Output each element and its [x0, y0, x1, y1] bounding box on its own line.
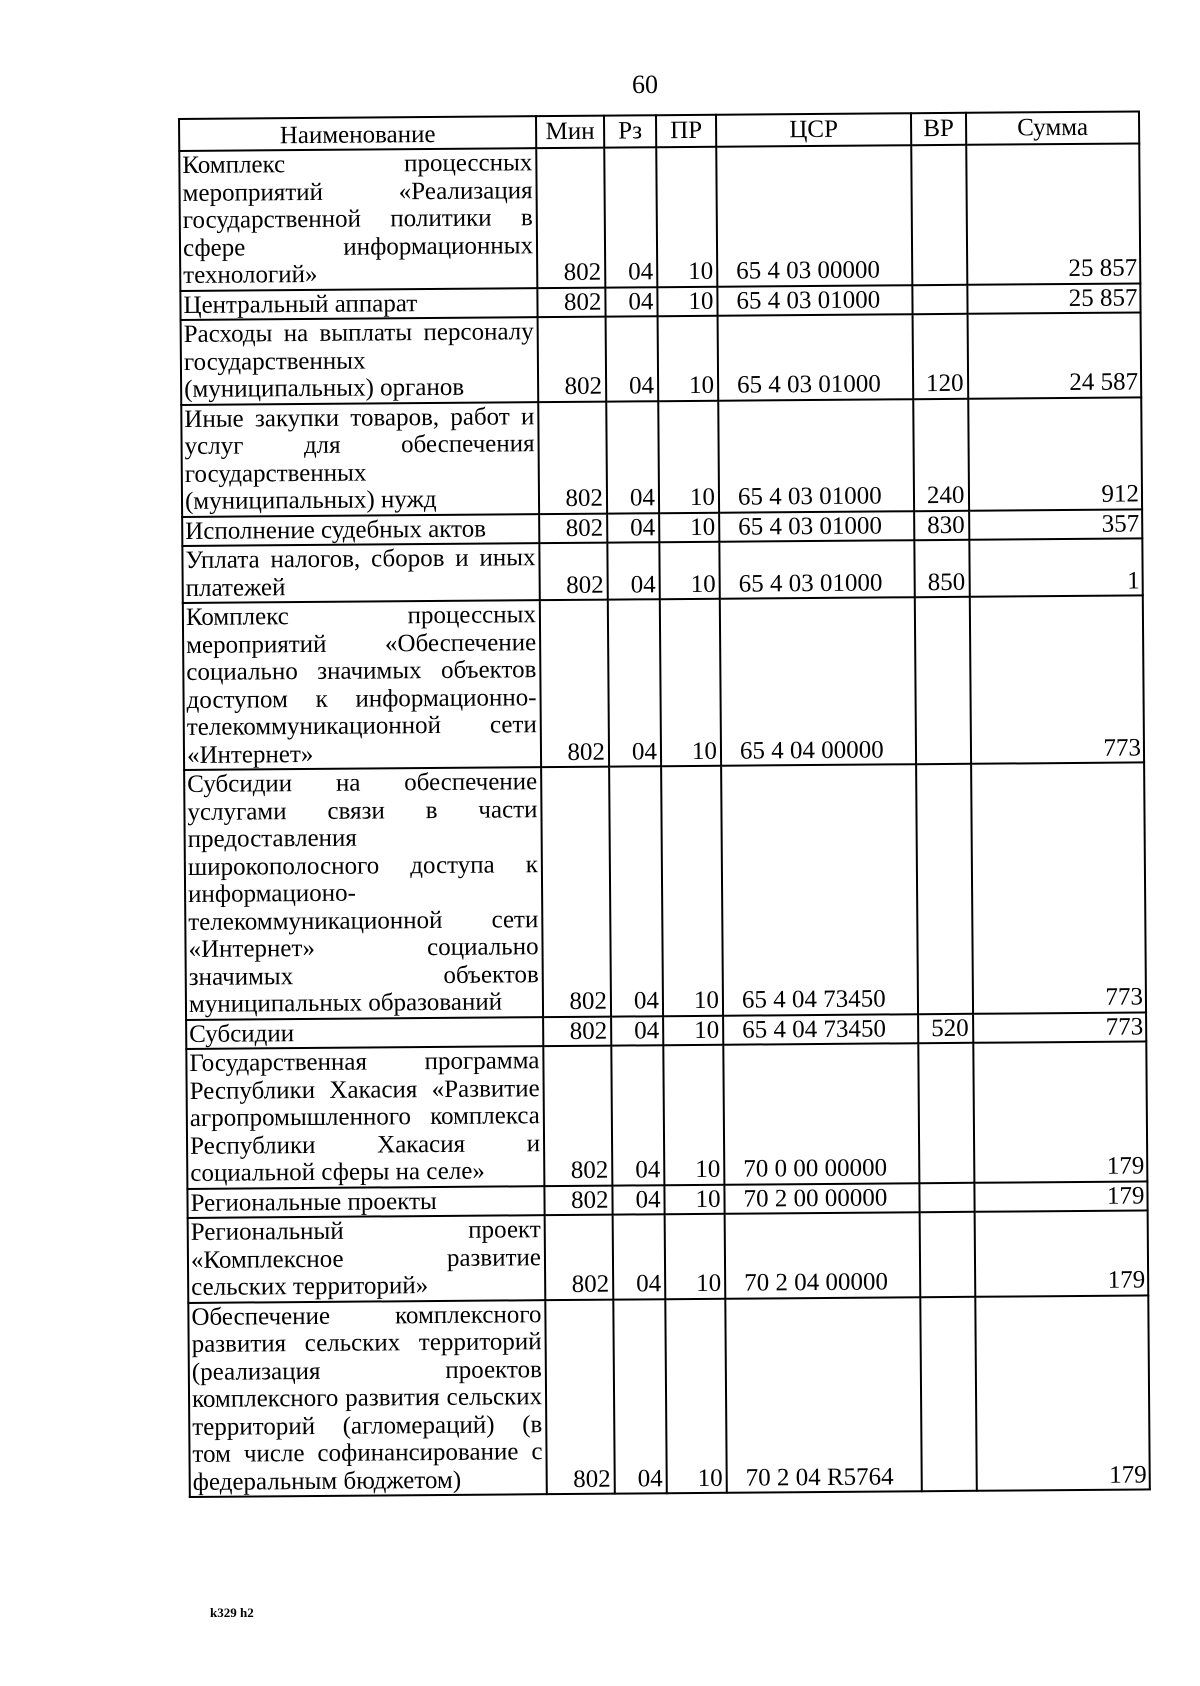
row-min: 802 — [543, 1016, 611, 1046]
row-sum: 773 — [971, 762, 1146, 1013]
row-vr — [916, 764, 973, 1014]
footer-code: k329 h2 — [210, 1605, 254, 1620]
row-rz: 04 — [607, 513, 659, 543]
row-name: Исполнение судебных актов — [182, 514, 539, 546]
row-vr — [919, 1182, 974, 1212]
row-pr: 10 — [656, 147, 717, 287]
row-sum: 179 — [975, 1295, 1150, 1491]
row-rz: 04 — [606, 316, 659, 401]
row-min: 802 — [545, 1299, 615, 1494]
header-name: Наименование — [179, 116, 536, 151]
row-min: 802 — [537, 287, 605, 317]
row-min: 802 — [538, 401, 607, 514]
row-vr — [920, 1212, 976, 1297]
row-vr: 120 — [913, 314, 969, 399]
table-body — [179, 143, 1150, 1496]
row-min: 802 — [536, 148, 605, 288]
row-min: 802 — [540, 600, 609, 768]
row-pr: 10 — [665, 1298, 727, 1493]
row-vr — [918, 1043, 974, 1183]
row-rz: 04 — [609, 766, 663, 1016]
row-csr: 65 4 03 01000 — [718, 314, 914, 400]
header-pr: ПР — [656, 115, 716, 147]
row-pr: 10 — [660, 599, 721, 766]
table-row — [179, 143, 1140, 290]
table-row — [181, 312, 1142, 404]
table-row — [188, 1295, 1149, 1497]
row-csr: 70 2 04 00000 — [725, 1212, 921, 1298]
table-row — [183, 595, 1144, 770]
row-csr: 65 4 04 00000 — [720, 597, 916, 766]
table-row — [188, 1210, 1149, 1302]
row-rz: 04 — [611, 1045, 664, 1185]
row-pr: 10 — [661, 766, 723, 1016]
row-name: Иные закупки товаров, работ и услуг для обеспечения государственных (муниципальных) нужд — [181, 402, 539, 517]
row-rz: 04 — [604, 147, 657, 287]
row-csr: 65 4 04 73450 — [723, 1014, 918, 1045]
row-sum: 179 — [975, 1210, 1149, 1296]
row-sum: 1 — [969, 538, 1142, 596]
row-rz: 04 — [612, 1185, 664, 1215]
row-rz: 04 — [611, 1016, 663, 1046]
header-sum: Сумма — [966, 111, 1139, 144]
table-row — [182, 538, 1142, 603]
row-pr: 10 — [658, 400, 719, 512]
row-csr: 70 0 00 00000 — [723, 1043, 919, 1184]
row-sum: 25 857 — [967, 283, 1140, 314]
row-vr: 830 — [914, 510, 969, 540]
row-sum: 24 587 — [968, 312, 1142, 398]
row-vr: 240 — [913, 398, 969, 510]
row-name: Центральный аппарат — [180, 288, 537, 320]
row-vr — [920, 1296, 977, 1491]
row-pr: 10 — [663, 1045, 724, 1185]
row-csr: 65 4 03 01000 — [717, 285, 912, 316]
budget-table — [178, 110, 1151, 1498]
row-sum: 25 857 — [966, 143, 1140, 284]
row-sum: 179 — [974, 1181, 1147, 1212]
row-rz: 04 — [613, 1299, 667, 1494]
row-vr: 850 — [914, 540, 969, 597]
row-pr: 10 — [663, 1015, 723, 1045]
row-vr — [912, 284, 967, 314]
row-min: 802 — [544, 1185, 612, 1215]
row-rz: 04 — [605, 287, 657, 317]
row-csr: 65 4 03 00000 — [716, 145, 912, 286]
row-csr: 70 2 04 R5764 — [725, 1297, 922, 1493]
row-sum: 912 — [968, 397, 1142, 510]
row-name: Субсидии — [186, 1017, 543, 1049]
row-min: 802 — [538, 317, 607, 402]
row-sum: 357 — [969, 509, 1142, 540]
row-rz: 04 — [607, 542, 659, 599]
row-name: Субсидии на обеспечение услугами связи в части предоставления широкополосного доступа к информационо-телекоммуникационной сети «Интернет» социально значимых объектов муниципальных образований — [184, 767, 543, 1019]
row-pr: 10 — [659, 542, 719, 599]
row-vr — [911, 145, 967, 285]
row-sum: 179 — [973, 1041, 1147, 1182]
page-number: 60 — [632, 70, 658, 99]
row-csr: 65 4 03 01000 — [718, 399, 914, 513]
row-min: 802 — [543, 1046, 612, 1186]
row-name: Государственная программа Республики Хакасия «Развитие агропромышленного комплекса Республики Хакасия и социальной сферы на селе» — [186, 1046, 544, 1188]
row-name: Уплата налогов, сборов и иных платежей — [182, 543, 539, 603]
header-vr: ВР — [911, 113, 966, 145]
row-csr: 65 4 03 01000 — [719, 540, 914, 599]
row-name: Региональный проект «Комплексное развитие сельских территорий» — [188, 1215, 546, 1302]
row-csr: 65 4 04 73450 — [721, 764, 918, 1015]
row-rz: 04 — [608, 599, 661, 766]
header-min: Мин — [536, 116, 604, 149]
row-pr: 10 — [657, 286, 717, 316]
row-vr — [915, 597, 971, 764]
row-sum: 773 — [973, 1012, 1146, 1043]
row-name: Расходы на выплаты персоналу государственных (муниципальных) органов — [181, 317, 539, 404]
row-pr: 10 — [659, 512, 719, 542]
row-pr: 10 — [664, 1184, 724, 1214]
table-row — [184, 762, 1146, 1019]
row-min: 802 — [541, 767, 611, 1017]
row-sum: 773 — [970, 595, 1144, 763]
row-rz: 04 — [606, 401, 659, 513]
header-rz: Рз — [604, 115, 656, 147]
row-min: 802 — [539, 543, 607, 601]
row-csr: 70 2 00 00000 — [724, 1183, 919, 1214]
row-name: Обеспечение комплексного развития сельских территорий (реализация проектов комплексного развития сельских территорий (агломераций) (в том числе софинансирование с федеральным бюджетом) — [188, 1300, 547, 1497]
row-pr: 10 — [658, 316, 719, 401]
table-row — [186, 1041, 1147, 1188]
header-csr: ЦСР — [716, 113, 911, 147]
row-rz: 04 — [613, 1214, 666, 1299]
row-name: Комплекс процессных мероприятий «Реализация государственной политики в сфере информационных технологий» — [179, 148, 537, 290]
row-min: 802 — [545, 1215, 614, 1300]
row-csr: 65 4 03 01000 — [719, 511, 914, 542]
row-pr: 10 — [665, 1214, 726, 1299]
row-name: Комплекс процессных мероприятий «Обеспечение социально значимых объектов доступом к информационно-телекоммуникационной сети «Интернет» — [183, 600, 541, 770]
table-row — [181, 397, 1142, 517]
row-name: Региональные проекты — [187, 1186, 544, 1218]
row-min: 802 — [539, 513, 607, 543]
row-vr: 520 — [918, 1013, 973, 1043]
